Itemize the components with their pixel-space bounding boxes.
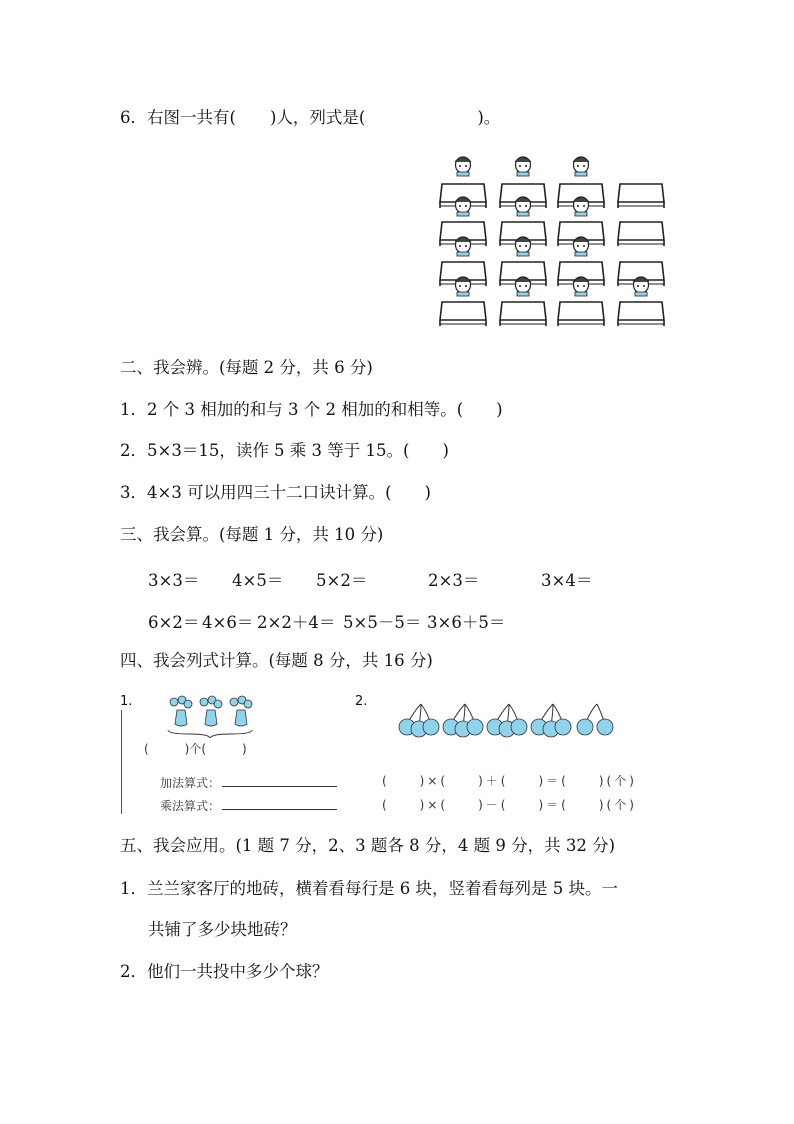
question-number: 6． <box>120 108 147 127</box>
section-2-item-2: 2．5×3＝15，读作 5 乘 3 等于 15。( ) <box>120 441 449 460</box>
section-2-heading: 二、我会辨。(每题 2 分，共 6 分) <box>120 358 373 377</box>
calc-item: 2×2＋4＝ <box>257 613 336 632</box>
classroom-desks-figure <box>436 148 676 338</box>
section-5-q1-line-1: 1．兰兰家客厅的地砖，横着看每行是 6 块，竖着看每列是 5 块。一 <box>120 879 618 898</box>
problem-1-number: 1. <box>120 694 133 709</box>
calc-item: 4×6＝ <box>202 613 254 632</box>
addition-formula-row <box>160 774 337 791</box>
brace <box>168 730 252 738</box>
addition-answer-line[interactable] <box>222 776 337 787</box>
calc-item: 2×3＝ <box>428 571 480 590</box>
cherry-group-1 <box>399 704 439 737</box>
vases-figure <box>160 694 270 738</box>
addition-label: 加法算式： <box>160 776 221 790</box>
question-6 <box>120 108 500 128</box>
question-text-post: )。 <box>477 108 501 127</box>
multiplication-label: 乘法算式： <box>160 799 221 813</box>
section-5-heading: 五、我会应用。(1 题 7 分，2、3 题各 8 分，4 题 9 分，共 32 分) <box>120 836 616 855</box>
calc-item: 6×2＝ <box>148 613 200 632</box>
section-2-item-1: 1．2 个 3 相加的和与 3 个 2 相加的和相等。( ) <box>120 400 503 419</box>
problem-2-formula-2: ( )×( )－( )＝( )(个) <box>382 798 637 812</box>
calc-item: 3×3＝ <box>148 571 200 590</box>
question-text-mid: )人，列式是( <box>269 108 366 127</box>
section-2-item-3: 3．4×3 可以用四三十二口诀计算。( ) <box>120 483 431 502</box>
section-4-heading: 四、我会列式计算。(每题 8 分，共 16 分) <box>120 651 433 670</box>
cherry-group-2 <box>443 704 483 737</box>
multiplication-answer-line[interactable] <box>222 799 337 810</box>
section-5-q2: 2．他们一共投中多少个球？ <box>120 962 329 981</box>
calc-item: 3×6＋5＝ <box>427 613 506 632</box>
problem-2-formula-1: ( )×( )＋( )＝( )(个) <box>382 774 637 788</box>
question-text-pre: 右图一共有( <box>147 108 236 127</box>
vase-2 <box>200 696 222 726</box>
vase-3 <box>230 696 252 726</box>
calc-item: 5×2＝ <box>316 571 368 590</box>
vase-1 <box>170 696 192 726</box>
problem-2-number: 2. <box>355 694 368 709</box>
calc-item: 3×4＝ <box>541 571 593 590</box>
cherry-group-5 <box>577 704 613 735</box>
brace-label: ( )个( ) <box>144 742 247 756</box>
cherry-group-4 <box>531 704 571 737</box>
desk-row-1 <box>440 157 664 208</box>
cherries-figure <box>395 700 625 742</box>
desk-row-2 <box>440 197 664 246</box>
calc-item: 4×5＝ <box>232 571 284 590</box>
problem-1-border <box>121 710 122 814</box>
section-5-q1-line-2: 共铺了多少块地砖？ <box>148 920 297 939</box>
cherry-group-3 <box>487 704 527 737</box>
section-3-heading: 三、我会算。(每题 1 分，共 10 分) <box>120 525 384 544</box>
multiplication-formula-row <box>160 797 337 814</box>
calc-item: 5×5－5＝ <box>343 613 422 632</box>
